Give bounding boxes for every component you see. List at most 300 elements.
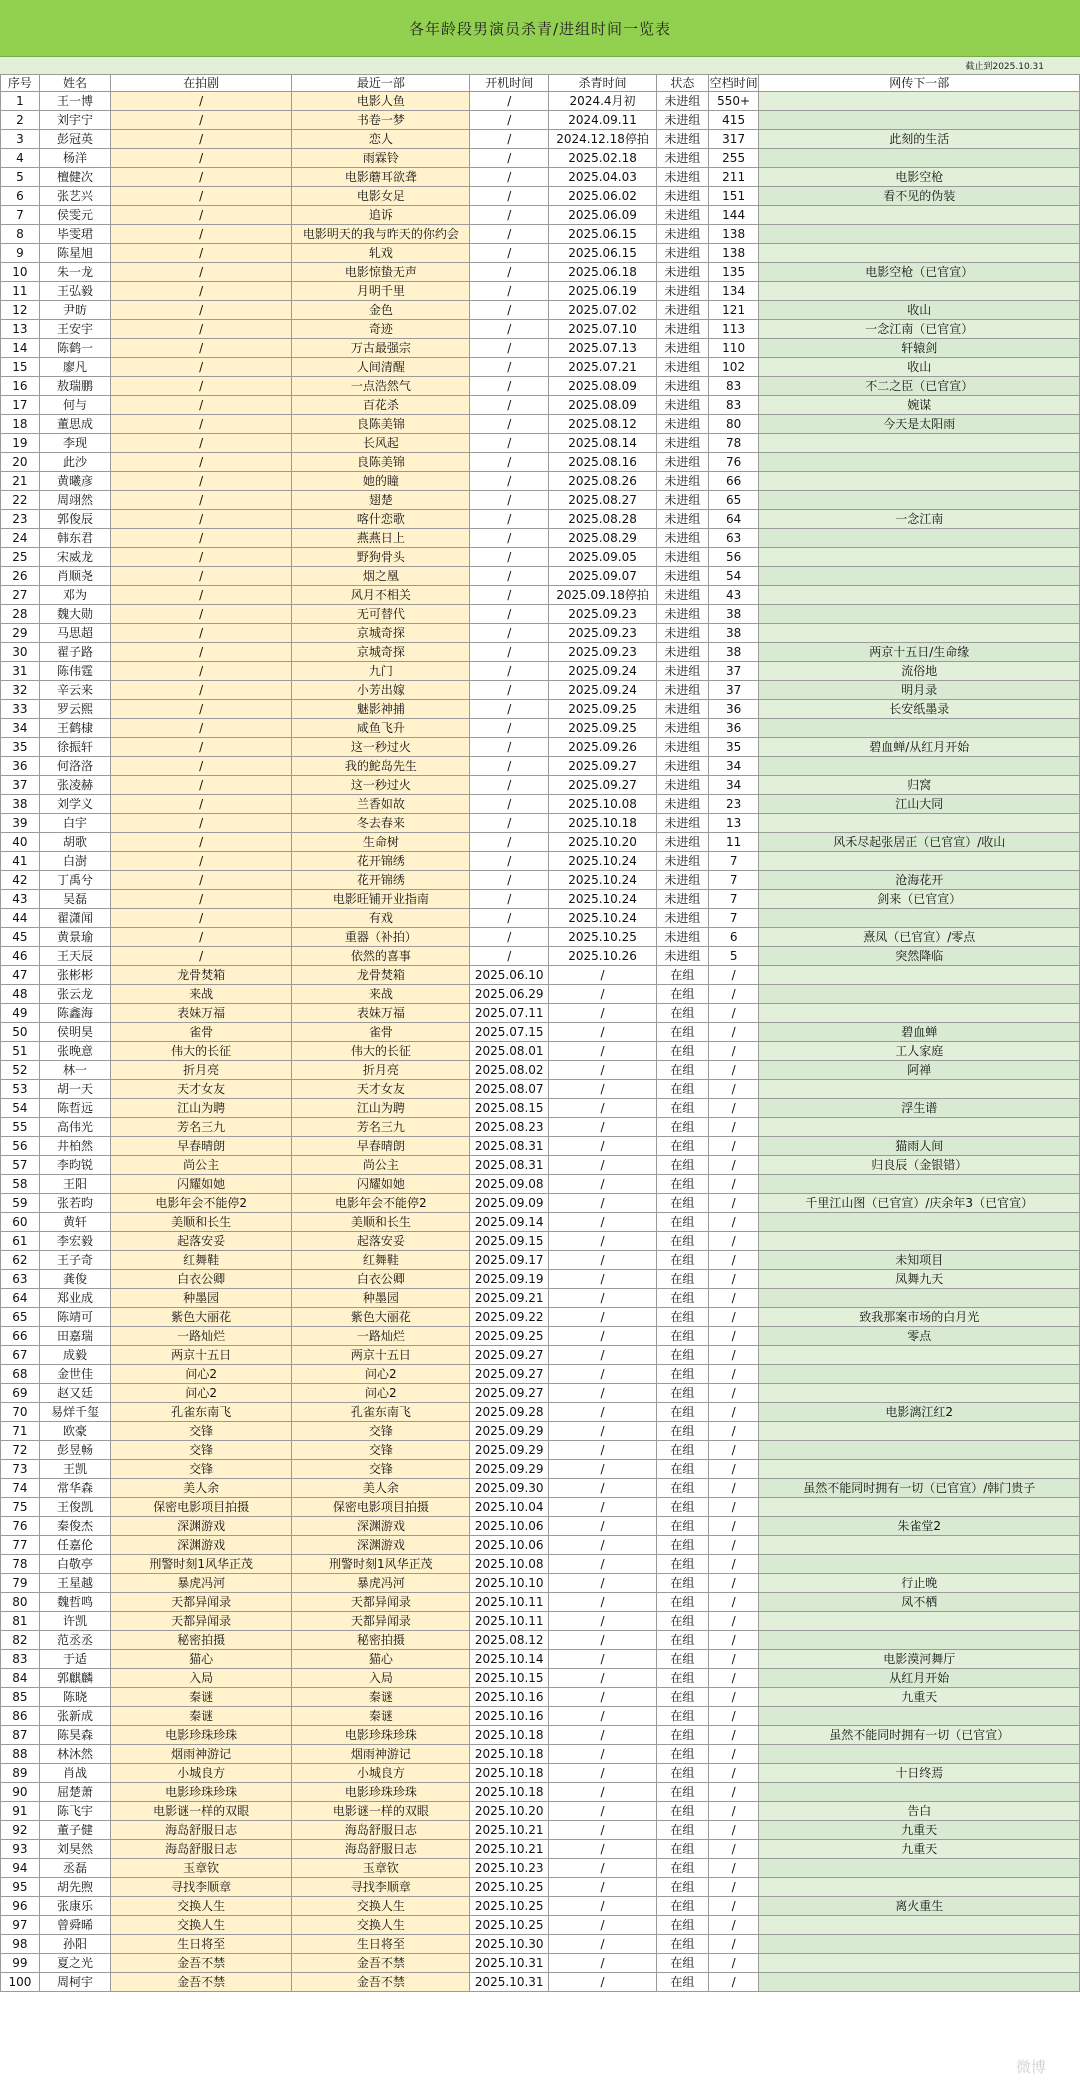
cell-name: 夏之光 <box>39 1954 110 1973</box>
cell-next: 电影空枪（已官宣） <box>759 263 1080 282</box>
cell-idx: 10 <box>1 263 40 282</box>
cell-gap: / <box>708 1802 759 1821</box>
cell-next <box>759 1783 1080 1802</box>
cell-next <box>759 966 1080 985</box>
cell-gap: 34 <box>708 757 759 776</box>
cell-wrap: 2025.08.12 <box>549 415 657 434</box>
cell-start: 2025.10.21 <box>470 1840 549 1859</box>
table-row <box>1 1517 1080 1536</box>
table-row <box>1 1137 1080 1156</box>
cell-gap: / <box>708 1593 759 1612</box>
cell-shoot: / <box>111 244 292 263</box>
cell-last: 烟之凰 <box>292 567 470 586</box>
cell-status: 在组 <box>657 1555 709 1574</box>
cell-shoot: / <box>111 681 292 700</box>
cell-idx: 88 <box>1 1745 40 1764</box>
cell-name: 魏大勋 <box>39 605 110 624</box>
cell-start: / <box>470 586 549 605</box>
cell-idx: 15 <box>1 358 40 377</box>
cell-status: 在组 <box>657 1574 709 1593</box>
cell-next <box>759 1004 1080 1023</box>
cell-start: 2025.10.18 <box>470 1764 549 1783</box>
cell-idx: 45 <box>1 928 40 947</box>
cell-last: 良陈美锦 <box>292 453 470 472</box>
cell-wrap: 2025.09.23 <box>549 624 657 643</box>
cell-wrap: / <box>549 1840 657 1859</box>
cell-start: 2025.09.08 <box>470 1175 549 1194</box>
table-row <box>1 1460 1080 1479</box>
cell-next <box>759 1365 1080 1384</box>
cell-gap: 65 <box>708 491 759 510</box>
cell-last: 京城奇探 <box>292 643 470 662</box>
cell-wrap: 2024.12.18停拍 <box>549 130 657 149</box>
cell-next <box>759 605 1080 624</box>
cell-start: 2025.10.16 <box>470 1688 549 1707</box>
cell-last: 芳名三九 <box>292 1118 470 1137</box>
cell-start: 2025.06.10 <box>470 966 549 985</box>
cell-wrap: / <box>549 1669 657 1688</box>
cell-wrap: / <box>549 1346 657 1365</box>
cell-status: 未进组 <box>657 643 709 662</box>
cell-idx: 26 <box>1 567 40 586</box>
cell-idx: 33 <box>1 700 40 719</box>
cell-gap: 102 <box>708 358 759 377</box>
cell-last: 秦谜 <box>292 1707 470 1726</box>
cell-status: 在组 <box>657 1308 709 1327</box>
cell-start: 2025.09.29 <box>470 1422 549 1441</box>
cell-last: 入局 <box>292 1669 470 1688</box>
table-row <box>1 1213 1080 1232</box>
table-row <box>1 301 1080 320</box>
table-row <box>1 1764 1080 1783</box>
cell-idx: 75 <box>1 1498 40 1517</box>
table-row <box>1 1783 1080 1802</box>
cell-next: 归良辰（金银错） <box>759 1156 1080 1175</box>
cell-shoot: / <box>111 491 292 510</box>
cell-wrap: 2025.09.24 <box>549 662 657 681</box>
cell-next <box>759 719 1080 738</box>
cell-gap: / <box>708 1726 759 1745</box>
cell-gap: 138 <box>708 225 759 244</box>
cell-wrap: 2025.07.02 <box>549 301 657 320</box>
cell-start: / <box>470 529 549 548</box>
cell-wrap: / <box>549 1137 657 1156</box>
cell-last: 金色 <box>292 301 470 320</box>
cell-start: / <box>470 187 549 206</box>
cell-last: 秘密拍摄 <box>292 1631 470 1650</box>
cell-gap: 255 <box>708 149 759 168</box>
table-row <box>1 1194 1080 1213</box>
cell-status: 在组 <box>657 1289 709 1308</box>
cell-idx: 7 <box>1 206 40 225</box>
cell-shoot: 芳名三九 <box>111 1118 292 1137</box>
cell-name: 李昀锐 <box>39 1156 110 1175</box>
cell-shoot: 江山为聘 <box>111 1099 292 1118</box>
table-row <box>1 415 1080 434</box>
cell-gap: 138 <box>708 244 759 263</box>
cell-idx: 17 <box>1 396 40 415</box>
cell-last: 电影珍珠珍珠 <box>292 1783 470 1802</box>
cell-gap: / <box>708 1536 759 1555</box>
cell-name: 陈伟霆 <box>39 662 110 681</box>
cell-next <box>759 1422 1080 1441</box>
cell-shoot: 紫色大丽花 <box>111 1308 292 1327</box>
cell-shoot: 生日将至 <box>111 1935 292 1954</box>
cell-start: / <box>470 244 549 263</box>
table-row <box>1 1422 1080 1441</box>
cell-next <box>759 1289 1080 1308</box>
table-row <box>1 548 1080 567</box>
cell-status: 在组 <box>657 1460 709 1479</box>
cell-start: / <box>470 567 549 586</box>
table-row <box>1 358 1080 377</box>
cell-status: 在组 <box>657 985 709 1004</box>
cell-status: 在组 <box>657 1726 709 1745</box>
cell-shoot: 交锋 <box>111 1422 292 1441</box>
cell-shoot: 烟雨神游记 <box>111 1745 292 1764</box>
cell-shoot: 问心2 <box>111 1365 292 1384</box>
cell-wrap: 2025.10.25 <box>549 928 657 947</box>
cell-last: 金吾不禁 <box>292 1954 470 1973</box>
cell-wrap: / <box>549 1555 657 1574</box>
table-row <box>1 700 1080 719</box>
table-row <box>1 320 1080 339</box>
cell-wrap: 2025.06.15 <box>549 244 657 263</box>
cell-wrap: / <box>549 1327 657 1346</box>
cell-start: 2025.10.25 <box>470 1897 549 1916</box>
cell-last: 秦谜 <box>292 1688 470 1707</box>
cell-status: 未进组 <box>657 662 709 681</box>
cell-start: 2025.09.29 <box>470 1441 549 1460</box>
cell-gap: / <box>708 1270 759 1289</box>
cell-next: 电影空枪 <box>759 168 1080 187</box>
cell-gap: 121 <box>708 301 759 320</box>
table-row <box>1 206 1080 225</box>
cell-idx: 48 <box>1 985 40 1004</box>
cell-status: 未进组 <box>657 871 709 890</box>
table-row <box>1 1346 1080 1365</box>
cell-start: / <box>470 453 549 472</box>
table-row <box>1 168 1080 187</box>
cell-name: 辛云来 <box>39 681 110 700</box>
cell-wrap: 2025.09.23 <box>549 605 657 624</box>
cell-start: / <box>470 890 549 909</box>
cell-shoot: / <box>111 320 292 339</box>
cell-wrap: / <box>549 1897 657 1916</box>
cell-next <box>759 529 1080 548</box>
cell-shoot: 一路灿烂 <box>111 1327 292 1346</box>
cell-name: 何与 <box>39 396 110 415</box>
cell-status: 在组 <box>657 1403 709 1422</box>
cell-name: 宋威龙 <box>39 548 110 567</box>
cell-start: 2025.08.23 <box>470 1118 549 1137</box>
table-row <box>1 1821 1080 1840</box>
cell-last: 书卷一梦 <box>292 111 470 130</box>
cell-idx: 19 <box>1 434 40 453</box>
cell-wrap: 2025.06.15 <box>549 225 657 244</box>
cell-name: 陈鹤一 <box>39 339 110 358</box>
cell-start: / <box>470 472 549 491</box>
cell-status: 未进组 <box>657 130 709 149</box>
cell-next: 致我那案市场的白月光 <box>759 1308 1080 1327</box>
cell-gap: / <box>708 1251 759 1270</box>
cell-gap: 13 <box>708 814 759 833</box>
cell-start: / <box>470 339 549 358</box>
cell-name: 王子奇 <box>39 1251 110 1270</box>
cell-idx: 86 <box>1 1707 40 1726</box>
cell-start: / <box>470 814 549 833</box>
cell-start: / <box>470 947 549 966</box>
cell-start: 2025.10.11 <box>470 1593 549 1612</box>
cell-gap: / <box>708 1099 759 1118</box>
cell-next <box>759 624 1080 643</box>
cell-next: 突然降临 <box>759 947 1080 966</box>
cell-status: 在组 <box>657 1118 709 1137</box>
cell-status: 在组 <box>657 1175 709 1194</box>
cell-wrap: 2025.06.18 <box>549 263 657 282</box>
table-row <box>1 1061 1080 1080</box>
cell-status: 未进组 <box>657 605 709 624</box>
table-row <box>1 339 1080 358</box>
cell-idx: 70 <box>1 1403 40 1422</box>
cell-start: 2025.09.22 <box>470 1308 549 1327</box>
cell-next <box>759 852 1080 871</box>
table-row <box>1 282 1080 301</box>
cell-gap: 35 <box>708 738 759 757</box>
table-row <box>1 1118 1080 1137</box>
cell-gap: / <box>708 1042 759 1061</box>
cell-shoot: 猫心 <box>111 1650 292 1669</box>
cell-shoot: / <box>111 548 292 567</box>
cell-next <box>759 1935 1080 1954</box>
cell-last: 美人余 <box>292 1479 470 1498</box>
table-row <box>1 1916 1080 1935</box>
cell-idx: 85 <box>1 1688 40 1707</box>
cell-wrap: / <box>549 1536 657 1555</box>
cell-status: 未进组 <box>657 586 709 605</box>
cell-wrap: / <box>549 1973 657 1992</box>
cell-status: 在组 <box>657 1650 709 1669</box>
cell-name: 丞磊 <box>39 1859 110 1878</box>
cell-next <box>759 92 1080 111</box>
cell-wrap: / <box>549 1308 657 1327</box>
cell-start: / <box>470 92 549 111</box>
cell-idx: 24 <box>1 529 40 548</box>
cell-start: 2025.08.12 <box>470 1631 549 1650</box>
cell-last: 起落安妥 <box>292 1232 470 1251</box>
cell-name: 王弘毅 <box>39 282 110 301</box>
cell-idx: 97 <box>1 1916 40 1935</box>
cell-idx: 89 <box>1 1764 40 1783</box>
cell-name: 赵又廷 <box>39 1384 110 1403</box>
cell-start: 2025.07.11 <box>470 1004 549 1023</box>
cell-start: 2025.10.18 <box>470 1783 549 1802</box>
cell-gap: / <box>708 1422 759 1441</box>
cell-last: 雨霖铃 <box>292 149 470 168</box>
cell-idx: 55 <box>1 1118 40 1137</box>
cell-status: 在组 <box>657 1099 709 1118</box>
title-bar <box>0 0 1080 57</box>
cell-wrap: / <box>549 966 657 985</box>
cell-status: 在组 <box>657 1346 709 1365</box>
cell-status: 在组 <box>657 1973 709 1992</box>
table-row <box>1 605 1080 624</box>
cell-idx: 67 <box>1 1346 40 1365</box>
cell-next <box>759 1916 1080 1935</box>
cell-status: 未进组 <box>657 833 709 852</box>
cell-last: 交锋 <box>292 1422 470 1441</box>
table-row <box>1 130 1080 149</box>
cell-shoot: / <box>111 529 292 548</box>
cell-start: 2025.10.23 <box>470 1859 549 1878</box>
cell-name: 何洛洛 <box>39 757 110 776</box>
cell-next: 碧血蝉 <box>759 1023 1080 1042</box>
cell-name: 张艺兴 <box>39 187 110 206</box>
cell-name: 陈晓 <box>39 1688 110 1707</box>
cell-last: 折月亮 <box>292 1061 470 1080</box>
cell-next <box>759 1555 1080 1574</box>
cell-next <box>759 1859 1080 1878</box>
table-row <box>1 1232 1080 1251</box>
table-row <box>1 377 1080 396</box>
cell-next: 婉谋 <box>759 396 1080 415</box>
cell-idx: 78 <box>1 1555 40 1574</box>
cell-gap: 63 <box>708 529 759 548</box>
cell-status: 未进组 <box>657 111 709 130</box>
table-row <box>1 1650 1080 1669</box>
cell-status: 未进组 <box>657 377 709 396</box>
cell-name: 郭麒麟 <box>39 1669 110 1688</box>
cell-shoot: / <box>111 643 292 662</box>
cell-idx: 60 <box>1 1213 40 1232</box>
cell-last: 电影女足 <box>292 187 470 206</box>
cell-wrap: / <box>549 1080 657 1099</box>
cell-status: 在组 <box>657 1194 709 1213</box>
cell-next: 长安纸墨录 <box>759 700 1080 719</box>
cell-next: 一念江南 <box>759 510 1080 529</box>
cell-idx: 79 <box>1 1574 40 1593</box>
cell-idx: 4 <box>1 149 40 168</box>
cell-shoot: / <box>111 947 292 966</box>
cell-name: 侯雯元 <box>39 206 110 225</box>
cell-idx: 47 <box>1 966 40 985</box>
cell-shoot: 伟大的长征 <box>111 1042 292 1061</box>
cell-shoot: / <box>111 92 292 111</box>
cell-name: 王鹤棣 <box>39 719 110 738</box>
table-row <box>1 928 1080 947</box>
cell-next <box>759 1878 1080 1897</box>
cell-wrap: 2025.09.23 <box>549 643 657 662</box>
cell-idx: 38 <box>1 795 40 814</box>
cell-start: / <box>470 377 549 396</box>
cell-name: 金世佳 <box>39 1365 110 1384</box>
cell-gap: 134 <box>708 282 759 301</box>
table-row <box>1 1441 1080 1460</box>
table-row <box>1 1004 1080 1023</box>
cell-start: 2025.09.28 <box>470 1403 549 1422</box>
cell-last: 电影谜一样的双眼 <box>292 1802 470 1821</box>
cell-gap: / <box>708 1327 759 1346</box>
cell-next: 十日终焉 <box>759 1764 1080 1783</box>
cell-idx: 95 <box>1 1878 40 1897</box>
cutoff-date: 截止到2025.10.31 <box>965 62 1044 72</box>
cell-status: 未进组 <box>657 149 709 168</box>
cell-shoot: / <box>111 738 292 757</box>
cell-idx: 32 <box>1 681 40 700</box>
cell-gap: 34 <box>708 776 759 795</box>
cell-shoot: / <box>111 871 292 890</box>
cell-next <box>759 1536 1080 1555</box>
cell-status: 未进组 <box>657 320 709 339</box>
cell-last: 兰香如故 <box>292 795 470 814</box>
cell-status: 在组 <box>657 1137 709 1156</box>
cell-last: 依然的喜事 <box>292 947 470 966</box>
cell-idx: 40 <box>1 833 40 852</box>
cell-wrap: / <box>549 1289 657 1308</box>
cell-next: 风禾尽起张居正（已官宣）/收山 <box>759 833 1080 852</box>
table-row <box>1 1365 1080 1384</box>
cell-shoot: / <box>111 909 292 928</box>
cell-next <box>759 757 1080 776</box>
cell-wrap: 2025.09.18停拍 <box>549 586 657 605</box>
cell-shoot: / <box>111 168 292 187</box>
cell-shoot: 金吾不禁 <box>111 1973 292 1992</box>
cell-name: 王天辰 <box>39 947 110 966</box>
cell-last: 这一秒过火 <box>292 776 470 795</box>
cell-next <box>759 1175 1080 1194</box>
cell-start: 2025.08.15 <box>470 1099 549 1118</box>
cell-wrap: / <box>549 1023 657 1042</box>
cell-gap: 43 <box>708 586 759 605</box>
cell-next <box>759 1460 1080 1479</box>
cell-status: 在组 <box>657 1821 709 1840</box>
cell-status: 未进组 <box>657 396 709 415</box>
cell-status: 在组 <box>657 1859 709 1878</box>
cell-wrap: / <box>549 1574 657 1593</box>
cell-shoot: 种墨园 <box>111 1289 292 1308</box>
table-row <box>1 1593 1080 1612</box>
cell-shoot: 刑警时刻1风华正茂 <box>111 1555 292 1574</box>
actors-table <box>0 74 1080 1992</box>
cell-shoot: 电影年会不能停2 <box>111 1194 292 1213</box>
cell-shoot: 深渊游戏 <box>111 1517 292 1536</box>
cell-name: 邓为 <box>39 586 110 605</box>
cell-next <box>759 434 1080 453</box>
cell-gap: / <box>708 1517 759 1536</box>
cell-idx: 59 <box>1 1194 40 1213</box>
cell-next <box>759 491 1080 510</box>
cell-gap: 151 <box>708 187 759 206</box>
cell-wrap: 2025.10.24 <box>549 852 657 871</box>
cell-last: 刑警时刻1风华正茂 <box>292 1555 470 1574</box>
cell-start: 2025.10.14 <box>470 1650 549 1669</box>
cell-last: 小芳出嫁 <box>292 681 470 700</box>
cell-name: 张彬彬 <box>39 966 110 985</box>
cell-shoot: 孔雀东南飞 <box>111 1403 292 1422</box>
cell-idx: 90 <box>1 1783 40 1802</box>
cell-status: 未进组 <box>657 415 709 434</box>
cell-gap: / <box>708 1118 759 1137</box>
cell-wrap: / <box>549 1270 657 1289</box>
cell-name: 于适 <box>39 1650 110 1669</box>
cell-idx: 3 <box>1 130 40 149</box>
cell-last: 两京十五日 <box>292 1346 470 1365</box>
table-row <box>1 1669 1080 1688</box>
cell-name: 肖顺尧 <box>39 567 110 586</box>
cell-wrap: 2024.4月初 <box>549 92 657 111</box>
table-row <box>1 1574 1080 1593</box>
cell-status: 未进组 <box>657 567 709 586</box>
